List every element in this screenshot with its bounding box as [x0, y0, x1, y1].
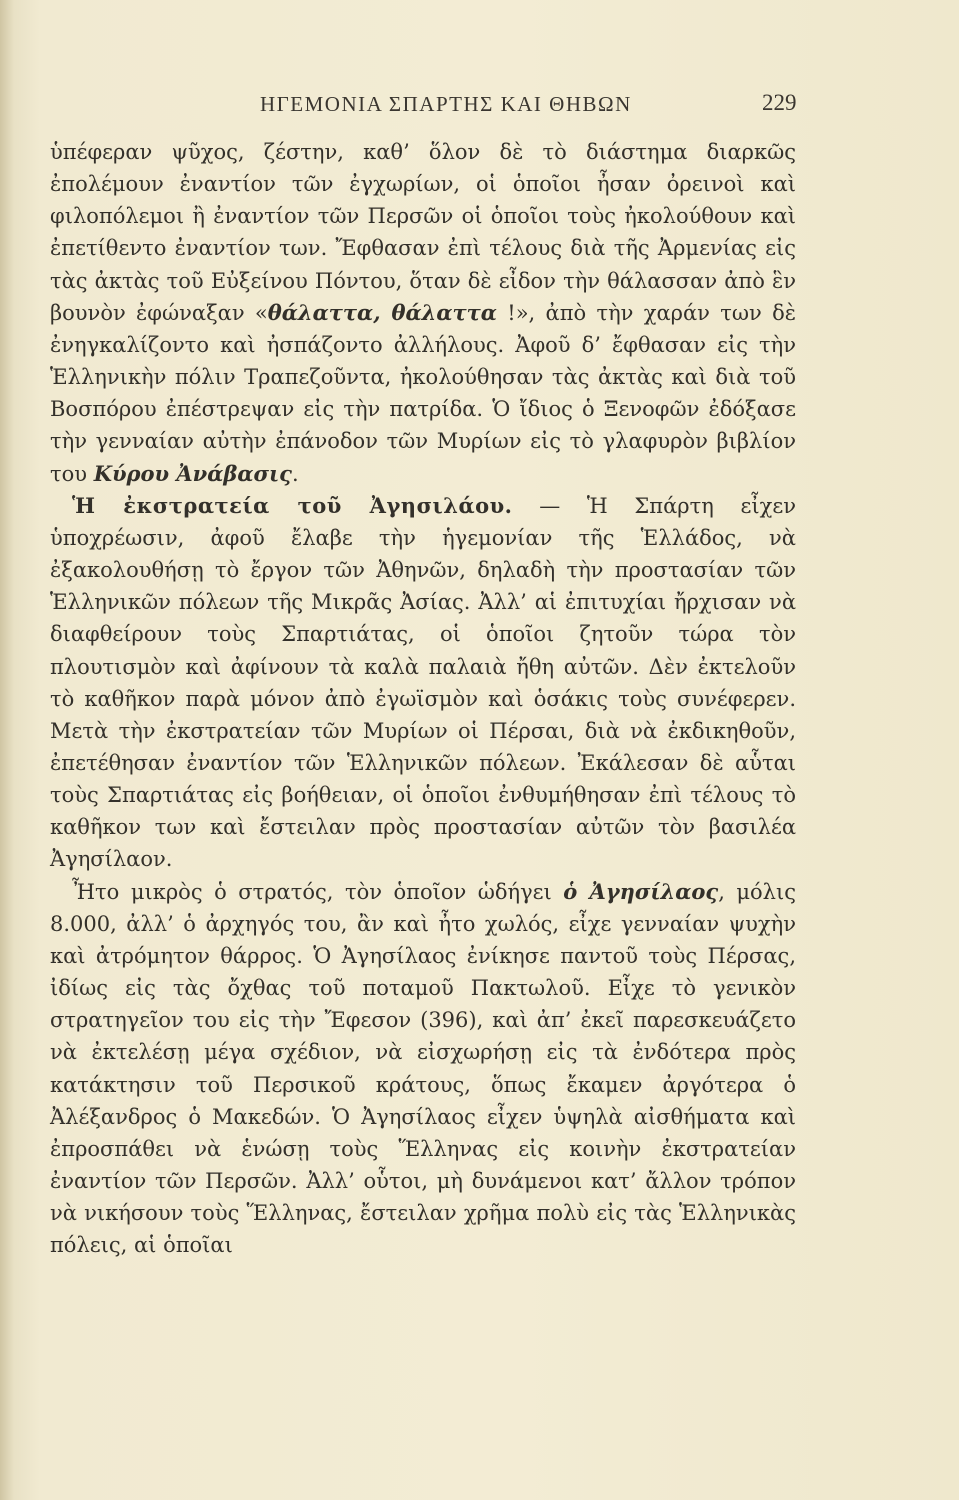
paragraph-1: [50, 136, 796, 490]
section-heading: Ἡ ἐκστρατεία τοῦ Ἀγησιλάου.: [72, 492, 513, 518]
paragraph-1-text-a: ὑπέφεραν ψῦχος, ζέστην, καθ’ ὅλον δὲ τὸ διάστημα διαρκῶς ἐπολέμουν ἐναντίον τῶν ἐγχωρίων, οἱ ὁποῖοι ἦσαν ὀρεινοὶ καὶ φιλοπόλεμοι ἢ ἐναντίον τῶν Περσῶν οἱ ὁποῖοι τοὺς ἠκολούθουν καὶ ἐπετίθεντο ἐναντίον των. Ἔφθασαν ἐπὶ τέλους διὰ τῆς Ἀρμενίας εἰς τὰς ἀκτὰς τοῦ Εὐξείνου Πόντου, ὅταν δὲ εἶδον τὴν θάλασσαν ἀπὸ ἓν βουνὸν ἐφώναξαν «: [50, 140, 796, 325]
paragraph-3: [50, 876, 796, 1262]
quote-thalatta: θάλαττα, θάλαττα: [267, 299, 497, 325]
paragraph-1-text-e: .: [291, 461, 299, 486]
paragraph-2-text: — Ἡ Σπάρτη εἶχεν ὑποχρέωσιν, ἀφοῦ ἔλαβε τὴν ἡγεμονίαν τῆς Ἑλλάδος, νὰ ἐξακολουθήσῃ τὸ ἔργον τῶν Ἀθηνῶν, δηλαδὴ τὴν προστασίαν τῶν Ἑλληνικῶν πόλεων τῆς Μικρᾶς Ἀσίας. Ἀλλ’ αἱ ἐπιτυχίαι ἤρχισαν νὰ διαφθείρουν τοὺς Σπαρτιάτας, οἱ ὁποῖοι ζητοῦν τώρα τὸν πλουτισμὸν καὶ ἀφίνουν τὰ καλὰ παλαιὰ ἤθη αὐτῶν. Δὲν ἐκτελοῦν τὸ καθῆκον παρὰ μόνον ἀπὸ ἐγωϊσμὸν καὶ ὁσάκις τοὺς συνέφερεν. Μετὰ τὴν ἐκστρατείαν τῶν Μυρίων οἱ Πέρσαι, διὰ νὰ ἐκδικηθοῦν, ἐπετέθησαν ἐναντίον τῶν Ἑλληνικῶν πόλεων. Ἐκάλεσαν δὲ αὗται τοὺς Σπαρτιάτας εἰς βοήθειαν, οἱ ὁποῖοι ἐνθυμήθησαν ἐπὶ τέλους τὸ καθῆκον των καὶ ἔστειλαν πρὸς προστασίαν αὐτῶν τὸν βασιλέα Ἀγησίλαον.: [50, 493, 796, 872]
running-header: [0, 88, 959, 122]
body-text: [50, 136, 796, 1261]
book-title-anabasis: Κύρου Ἀνάβασις: [93, 460, 292, 486]
name-agesilaos: ὁ Ἀγησίλαος: [563, 878, 719, 904]
page-number: 229: [762, 90, 797, 115]
page-spine-shadow: [0, 0, 14, 1500]
paragraph-1-text-c: !», ἀπὸ τὴν χαράν των δὲ ἐνηγκαλίζοντο καὶ ἠσπάζοντο ἀλλήλους. Ἀφοῦ δ’ ἔφθασαν εἰς τὴν Ἑλληνικὴν πόλιν Τραπεζοῦντα, ἠκολούθησαν τὰς ἀκτὰς καὶ διὰ τοῦ Βοσπόρου ἐπέστρεψαν εἰς τὴν πατρίδα. Ὁ ἴδιος ὁ Ξενοφῶν ἐδόξασε τὴν γενναίαν αὐτὴν ἐπάνοδον τῶν Μυρίων εἰς τὸ γλαφυρὸν βιβλίον του: [50, 300, 796, 486]
paragraph-2: [50, 490, 796, 876]
running-title: ΗΓΕΜΟΝΙΑ ΣΠΑΡΤΗΣ ΚΑΙ ΘΗΒΩΝ: [260, 92, 632, 116]
paragraph-3-text-a: Ἦτο μικρὸς ὁ στρατός, τὸν ὁποῖον ὡδήγει: [72, 879, 564, 904]
paragraph-3-text-c: , μόλις 8.000, ἀλλ’ ὁ ἀρχηγός του, ἂν καὶ ἦτο χωλός, εἶχε γενναίαν ψυχὴν καὶ ἀτρόμητον θάρρος. Ὁ Ἀγησίλαος ἐνίκησε παντοῦ τοὺς Πέρσας, ἰδίως εἰς τὰς ὄχθας τοῦ ποταμοῦ Πακτωλοῦ. Εἶχε τὸ γενικὸν στρατηγεῖον του εἰς τὴν Ἔφεσον (396), καὶ ἀπ’ ἐκεῖ παρεσκευάζετο νὰ ἐκτελέσῃ μέγα σχέδιον, νὰ εἰσχωρήσῃ εἰς τὰ ἐνδότερα πρὸς κατάκτησιν τοῦ Περσικοῦ κράτους, ὅπως ἔκαμεν ἀργότερα ὁ Ἀλέξανδρος ὁ Μακεδών. Ὁ Ἀγησίλαος εἶχεν ὑψηλὰ αἰσθήματα καὶ ἐπροσπάθει νὰ ἑνώσῃ τοὺς Ἕλληνας εἰς κοινὴν ἐκστρατείαν ἐναντίον τῶν Περσῶν. Ἀλλ’ οὗτοι, μὴ δυνάμενοι κατ’ ἄλλον τρόπον νὰ νικήσουν τοὺς Ἕλληνας, ἔστειλαν χρῆμα πολὺ εἰς τὰς Ἑλληνικὰς πόλεις, αἱ ὁποῖαι: [50, 879, 796, 1258]
